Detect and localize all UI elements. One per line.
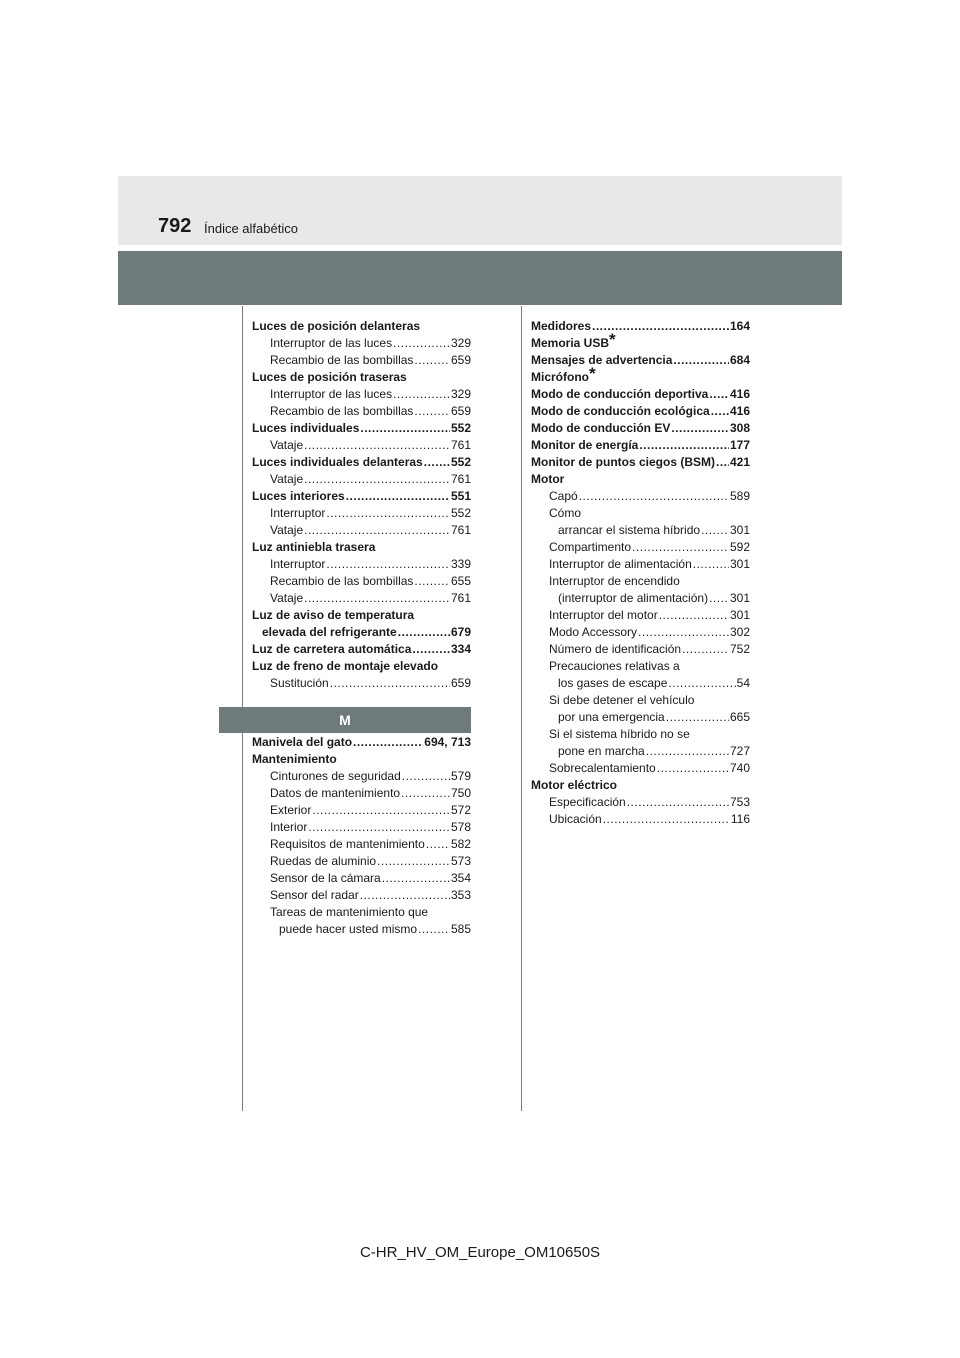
letter-section-header: M (219, 707, 471, 733)
index-entry (531, 539, 750, 556)
entry-term: Medidores (531, 319, 592, 333)
index-column-right (531, 318, 750, 828)
index-entry (252, 318, 471, 335)
index-entry (531, 607, 750, 624)
entry-page: 761 (450, 591, 471, 605)
dot-leader (414, 573, 450, 590)
entry-term: Sensor de la cámara (270, 871, 381, 885)
index-entry (252, 853, 471, 870)
entry-term: Luces interiores (252, 489, 345, 503)
dot-leader (638, 624, 729, 641)
dot-leader (377, 853, 450, 870)
entry-term: Ruedas de aluminio (270, 854, 377, 868)
entry-term: Especificación (549, 795, 626, 809)
entry-term: Vataje (270, 438, 304, 452)
entry-term: Micrófono (531, 370, 589, 384)
entry-term: Vataje (270, 472, 304, 486)
dot-leader (326, 505, 450, 522)
dot-leader (308, 819, 450, 836)
entry-term: Recambio de las bombillas (270, 574, 414, 588)
index-entry (531, 794, 750, 811)
index-entry (531, 488, 750, 505)
entry-term: los gases de escape (558, 676, 668, 690)
entry-term: Si debe detener el vehículo (549, 693, 695, 707)
index-entry (252, 522, 471, 539)
entry-term: Luz de freno de montaje elevado (252, 659, 439, 673)
entry-term: Precauciones relativas a (549, 659, 680, 673)
index-entry (531, 556, 750, 573)
entry-page: 740 (729, 761, 750, 775)
entry-term: Cómo (549, 506, 582, 520)
entry-page: 761 (450, 472, 471, 486)
index-entry (252, 573, 471, 590)
index-entry (252, 819, 471, 836)
entry-term: Mensajes de advertencia (531, 353, 673, 367)
entry-term: Recambio de las bombillas (270, 353, 414, 367)
page-number: 792 (158, 215, 192, 237)
entry-page: 665 (729, 710, 750, 724)
index-entry (531, 709, 750, 726)
entry-page: 354 (450, 871, 471, 885)
entry-term: Manivela del gato (252, 735, 353, 749)
dot-leader (426, 836, 450, 853)
entry-page: 116 (730, 812, 750, 826)
index-entry (252, 836, 471, 853)
index-entry (531, 573, 750, 590)
entry-term: Interruptor del motor (549, 608, 658, 622)
index-entry (252, 658, 471, 675)
dot-leader (716, 454, 729, 471)
index-entry (531, 675, 750, 692)
index-entry (531, 726, 750, 743)
entry-term: pone en marcha (558, 744, 645, 758)
index-entry (252, 505, 471, 522)
dot-leader (414, 352, 450, 369)
index-entry: Micrófono * (531, 364, 596, 384)
index-entry (252, 420, 471, 437)
index-entry (531, 522, 750, 539)
dot-leader (393, 335, 450, 352)
index-entry (252, 386, 471, 403)
entry-page: 573 (450, 854, 471, 868)
entry-page: 329 (450, 387, 471, 401)
index-entry (252, 802, 471, 819)
index-entry (252, 352, 471, 369)
entry-term: Luces de posición traseras (252, 370, 407, 384)
entry-page: 572 (450, 803, 471, 817)
dot-leader (401, 785, 450, 802)
dot-leader (666, 709, 729, 726)
entry-page: 421 (729, 455, 750, 469)
entry-page: 552 (450, 506, 471, 520)
entry-term: Interruptor de alimentación (549, 557, 692, 571)
entry-term: por una emergencia (558, 710, 665, 724)
entry-term: Sustitución (270, 676, 329, 690)
entry-term: Motor eléctrico (531, 778, 618, 792)
index-entry (531, 437, 750, 454)
entry-term: Interruptor de las luces (270, 336, 393, 350)
dot-leader (304, 590, 450, 607)
column-divider-right (521, 306, 522, 1111)
index-entry (531, 318, 750, 335)
entry-page: 552 (450, 421, 471, 435)
index-entry (531, 743, 750, 760)
entry-page: 339 (450, 557, 471, 571)
entry-term: Modo Accessory (549, 625, 638, 639)
dot-leader (693, 556, 729, 573)
entry-term: Monitor de energía (531, 438, 639, 452)
entry-term: Capó (549, 489, 578, 503)
dot-leader (657, 760, 729, 777)
entry-term: Cinturones de seguridad (270, 769, 401, 783)
entry-page: 308 (729, 421, 750, 435)
index-entry (531, 420, 750, 437)
entry-term: Mantenimiento (252, 752, 337, 766)
entry-term: Luces individuales delanteras (252, 455, 423, 469)
entry-page: 301 (729, 557, 750, 571)
dot-leader (424, 454, 450, 471)
index-entry (252, 734, 471, 751)
entry-term: Ubicación (549, 812, 602, 826)
entry-term: Datos de mantenimiento (270, 786, 401, 800)
index-entry (252, 624, 471, 641)
entry-term: Interruptor (270, 506, 326, 520)
dot-leader (304, 522, 450, 539)
entry-term: Monitor de puntos ciegos (BSM) (531, 455, 715, 469)
entry-term: Requisitos de mantenimiento (270, 837, 425, 851)
index-entry (252, 607, 471, 624)
entry-page: 177 (729, 438, 750, 452)
entry-term: Exterior (270, 803, 312, 817)
entry-page: 301 (729, 523, 750, 537)
entry-term: Recambio de las bombillas (270, 404, 414, 418)
index-column-left (252, 318, 471, 692)
entry-term: Luz antiniebla trasera (252, 540, 376, 554)
entry-term: elevada del refrigerante (262, 625, 397, 639)
entry-page: 54 (736, 676, 750, 690)
dot-leader (304, 471, 450, 488)
dot-leader (398, 624, 450, 641)
dot-leader (414, 403, 450, 420)
index-entry (531, 403, 750, 420)
index-entry (252, 539, 471, 556)
dot-leader (671, 420, 729, 437)
entry-term: Luz de carretera automática (252, 642, 412, 656)
index-entry (252, 751, 471, 768)
index-entry (531, 386, 750, 403)
section-title: Índice alfabético (204, 221, 298, 236)
index-entry (531, 641, 750, 658)
entry-term: Compartimento (549, 540, 632, 554)
entry-page: 582 (450, 837, 471, 851)
dot-leader (627, 794, 729, 811)
entry-term: Tareas de mantenimiento que (270, 905, 429, 919)
entry-page: 659 (450, 404, 471, 418)
index-entry (252, 887, 471, 904)
index-entry: Memoria USB * (531, 330, 616, 350)
entry-term: Si el sistema híbrido no se (549, 727, 690, 741)
entry-term: Número de identificación (549, 642, 682, 656)
index-entry (252, 675, 471, 692)
entry-page: 334 (450, 642, 471, 656)
index-entry (252, 454, 471, 471)
dot-leader (646, 743, 729, 760)
entry-page: 302 (729, 625, 750, 639)
entry-page: 353 (450, 888, 471, 902)
entry-term: Luces individuales (252, 421, 360, 435)
index-entry (252, 471, 471, 488)
index-entry (252, 437, 471, 454)
index-entry (252, 904, 471, 921)
dot-leader (632, 539, 729, 556)
entry-term: (interruptor de alimentación) (558, 591, 709, 605)
header-dark-band (118, 251, 842, 305)
dot-leader (412, 641, 450, 658)
index-entry (531, 590, 750, 607)
entry-page: 585 (450, 922, 471, 936)
entry-page: 592 (729, 540, 750, 554)
index-entry (531, 760, 750, 777)
index-entry (252, 403, 471, 420)
entry-page: 750 (450, 786, 471, 800)
index-entry (531, 658, 750, 675)
entry-term: arrancar el sistema híbrido (558, 523, 701, 537)
entry-term: Interruptor de encendido (549, 574, 680, 588)
entry-page: 752 (729, 642, 750, 656)
entry-term: Vataje (270, 591, 304, 605)
dot-leader (393, 386, 450, 403)
index-entry (252, 921, 471, 938)
entry-term: Motor (531, 472, 565, 486)
index-entry (252, 641, 471, 658)
index-entry (252, 556, 471, 573)
dot-leader (668, 675, 735, 692)
entry-term: Modo de conducción EV (531, 421, 671, 435)
dot-leader (639, 437, 729, 454)
dot-leader (682, 641, 729, 658)
dot-leader (360, 887, 450, 904)
entry-term: Vataje (270, 523, 304, 537)
entry-page: 753 (729, 795, 750, 809)
entry-term: Memoria USB (531, 336, 610, 350)
entry-page: 551 (450, 489, 471, 503)
dot-leader (360, 420, 450, 437)
dot-leader (312, 802, 450, 819)
dot-leader (603, 811, 730, 828)
entry-term: Sensor del radar (270, 888, 359, 902)
entry-page: 416 (729, 387, 750, 401)
entry-page: 659 (450, 676, 471, 690)
dot-leader (579, 488, 729, 505)
index-entry (531, 471, 750, 488)
entry-page: 552 (450, 455, 471, 469)
entry-page: 329 (450, 336, 471, 350)
entry-term: Interior (270, 820, 308, 834)
index-entry (252, 369, 471, 386)
entry-page: 301 (729, 608, 750, 622)
dot-leader (330, 675, 450, 692)
index-entry (531, 352, 750, 369)
entry-page: 694, 713 (424, 735, 471, 749)
dot-leader (711, 403, 729, 420)
index-entry (531, 454, 750, 471)
entry-term: Interruptor (270, 557, 326, 571)
index-entry (252, 488, 471, 505)
index-entry (252, 590, 471, 607)
index-group-m (252, 734, 471, 938)
entry-page: 727 (729, 744, 750, 758)
index-entry (531, 624, 750, 641)
entry-term: Sobrecalentamiento (549, 761, 656, 775)
dot-leader (418, 921, 450, 938)
entry-page: 679 (450, 625, 471, 639)
index-entry (252, 768, 471, 785)
entry-page: 164 (729, 319, 750, 333)
entry-page: 578 (450, 820, 471, 834)
index-entry (531, 811, 750, 828)
entry-term: Luces de posición delanteras (252, 319, 421, 333)
dot-leader (402, 768, 450, 785)
dot-leader (382, 870, 450, 887)
entry-page: 579 (450, 769, 471, 783)
entry-term: Interruptor de las luces (270, 387, 393, 401)
index-entry (252, 335, 471, 352)
dot-leader (701, 522, 729, 539)
index-entry (531, 505, 750, 522)
entry-page: 655 (450, 574, 471, 588)
index-entry (252, 785, 471, 802)
dot-leader (326, 556, 450, 573)
entry-page: 659 (450, 353, 471, 367)
index-entry (531, 692, 750, 709)
footer-doc-id: C-HR_HV_OM_Europe_OM10650S (359, 1244, 601, 1261)
dot-leader (709, 386, 729, 403)
dot-leader (304, 437, 450, 454)
entry-page: 416 (729, 404, 750, 418)
entry-page: 684 (729, 353, 750, 367)
entry-page: 301 (729, 591, 750, 605)
dot-leader (659, 607, 729, 624)
dot-leader (346, 488, 450, 505)
entry-page: 761 (450, 438, 471, 452)
entry-term: Modo de conducción ecológica (531, 404, 710, 418)
entry-term: Modo de conducción deportiva (531, 387, 709, 401)
entry-term: puede hacer usted mismo (279, 922, 418, 936)
entry-page: 589 (729, 489, 750, 503)
index-entry (531, 777, 750, 794)
entry-term: Luz de aviso de temperatura (252, 608, 415, 622)
dot-leader (673, 352, 729, 369)
entry-page: 761 (450, 523, 471, 537)
dot-leader (709, 590, 729, 607)
index-entry (252, 870, 471, 887)
dot-leader (353, 734, 423, 751)
